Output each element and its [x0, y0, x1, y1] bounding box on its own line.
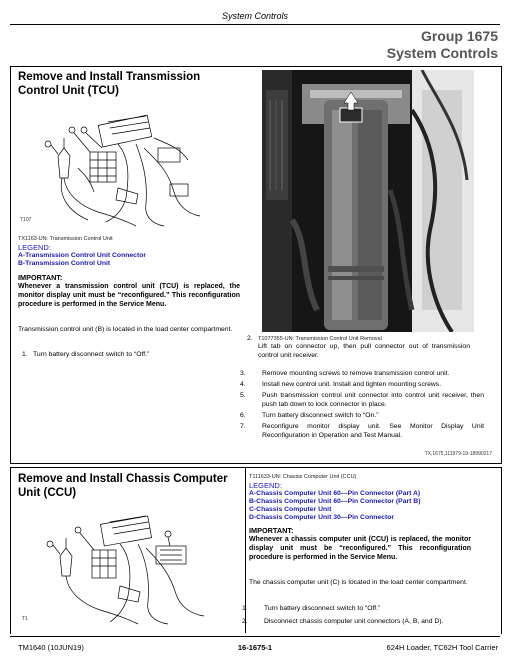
ccu-legend-item-c: C-Chassis Computer Unit	[249, 506, 332, 513]
running-header: System Controls	[221, 11, 289, 21]
tcu-reference-code: TX,1675,111979-19-18990217	[424, 451, 492, 457]
tcu-step-1-text: Turn battery disconnect switch to “Off.”	[33, 351, 150, 358]
tcu-legend-item-a: A-Transmission Control Unit Connector	[18, 252, 147, 259]
ccu-figure	[18, 510, 240, 628]
tcu-step-7-number: 7.	[240, 423, 246, 430]
footer-manual-id: TM1640 (10JUN19)	[18, 643, 84, 652]
ccu-legend-label: LEGEND:	[249, 481, 282, 490]
tcu-step-6-number: 6.	[240, 412, 246, 419]
footer-rule	[10, 636, 500, 637]
tcu-section-title: Remove and Install Transmission Control Unit (TCU)	[18, 71, 201, 97]
tcu-photo-graphic	[262, 70, 474, 332]
ccu-intro-text: The chassis computer unit (C) is located in the load center compartment.	[249, 579, 468, 586]
ccu-important-label: IMPORTANT:	[249, 526, 294, 535]
tcu-step-5-text: Push transmission control unit connector into control unit receiver, then push tab down to lock connector in place.	[262, 392, 484, 408]
tcu-important-text: Whenever a transmission control unit (TCU) is replaced, the monitor display unit must be “reconfigured.” This reconfiguration procedure is performed in the Service Menu.	[18, 283, 240, 308]
group-number: Group 1675	[420, 28, 498, 44]
tcu-removal-photo	[262, 70, 474, 332]
tcu-figure	[18, 108, 240, 233]
footer-model: 624H Loader, TC62H Tool Carrier	[386, 643, 498, 652]
ccu-figure-id: T1	[22, 616, 28, 622]
tcu-step-7	[240, 423, 484, 440]
tcu-step-5	[240, 392, 484, 409]
tcu-line-drawing	[18, 108, 240, 233]
tcu-figure-caption: TX1163-UN: Transmission Control Unit	[18, 236, 113, 242]
ccu-section-title: Remove and Install Chassis Computer Unit (CCU)	[18, 473, 228, 499]
tcu-step-1-number: 1.	[22, 351, 28, 358]
tcu-step-5-number: 5.	[240, 392, 246, 399]
ccu-figure-caption: T111633-UN: Chassis Computer Unit (CCU)	[249, 474, 357, 480]
tcu-step-4-number: 4.	[240, 381, 246, 388]
ccu-legend-item-a: A-Chassis Computer Unit 60—Pin Connector (Part A)	[249, 490, 421, 497]
ccu-step-1-number: 1.	[242, 605, 248, 612]
header-rule	[10, 24, 500, 25]
ccu-legend-item-b: B-Chassis Computer Unit 60—Pin Connector (Part B)	[249, 498, 421, 505]
footer-page-number: 16-1675-1	[237, 643, 273, 652]
ccu-important-text: Whenever a chassis computer unit (CCU) is replaced, the monitor display unit must be “reconfigured.” This reconfiguration procedure is performed in the Service Menu.	[249, 536, 471, 561]
ccu-line-drawing	[18, 510, 240, 628]
tcu-step-3-number: 3.	[240, 370, 246, 377]
tcu-step-4	[240, 381, 484, 390]
ccu-step-2-number: 2.	[242, 618, 248, 625]
tcu-important-label: IMPORTANT:	[18, 273, 63, 282]
ccu-step-2-text: Disconnect chassis computer unit connectors (A, B, and D).	[264, 618, 444, 625]
tcu-intro-text: Transmission control unit (B) is located in the load center compartment.	[18, 326, 233, 333]
tcu-step-4-text: Install new control unit. Install and tighten mounting screws.	[262, 381, 442, 388]
tcu-step-1	[22, 351, 240, 360]
tcu-step-2-text: Lift tab on connector up, then pull connector out of transmission control unit receiver.	[258, 343, 470, 359]
tcu-photo-caption: T1077355-UN: Transmission Control Unit Removal	[258, 336, 382, 342]
tcu-step-6-text: Turn battery disconnect switch to “On.”	[262, 412, 379, 419]
tcu-step-2-number: 2.	[247, 335, 253, 342]
tcu-step-3	[240, 370, 484, 379]
ccu-step-1-text: Turn battery disconnect switch to “Off.”	[264, 605, 381, 612]
tcu-legend-label: LEGEND:	[18, 243, 51, 252]
tcu-step-7-text: Reconfigure monitor display unit. See Monitor Display Unit Reconfiguration in Operation and Test Manual.	[262, 423, 484, 439]
ccu-step-1	[242, 605, 486, 614]
tcu-figure-id: T107	[20, 217, 32, 223]
ccu-legend-item-d: D-Chassis Computer Unit 30—Pin Connector	[249, 514, 395, 521]
tcu-step-3-text: Remove mounting screws to remove transmission control unit.	[262, 370, 450, 377]
group-title: System Controls	[386, 45, 498, 61]
ccu-step-2	[242, 618, 486, 627]
tcu-legend-item-b: B-Transmission Control Unit	[18, 260, 111, 267]
tcu-step-6	[240, 412, 484, 421]
